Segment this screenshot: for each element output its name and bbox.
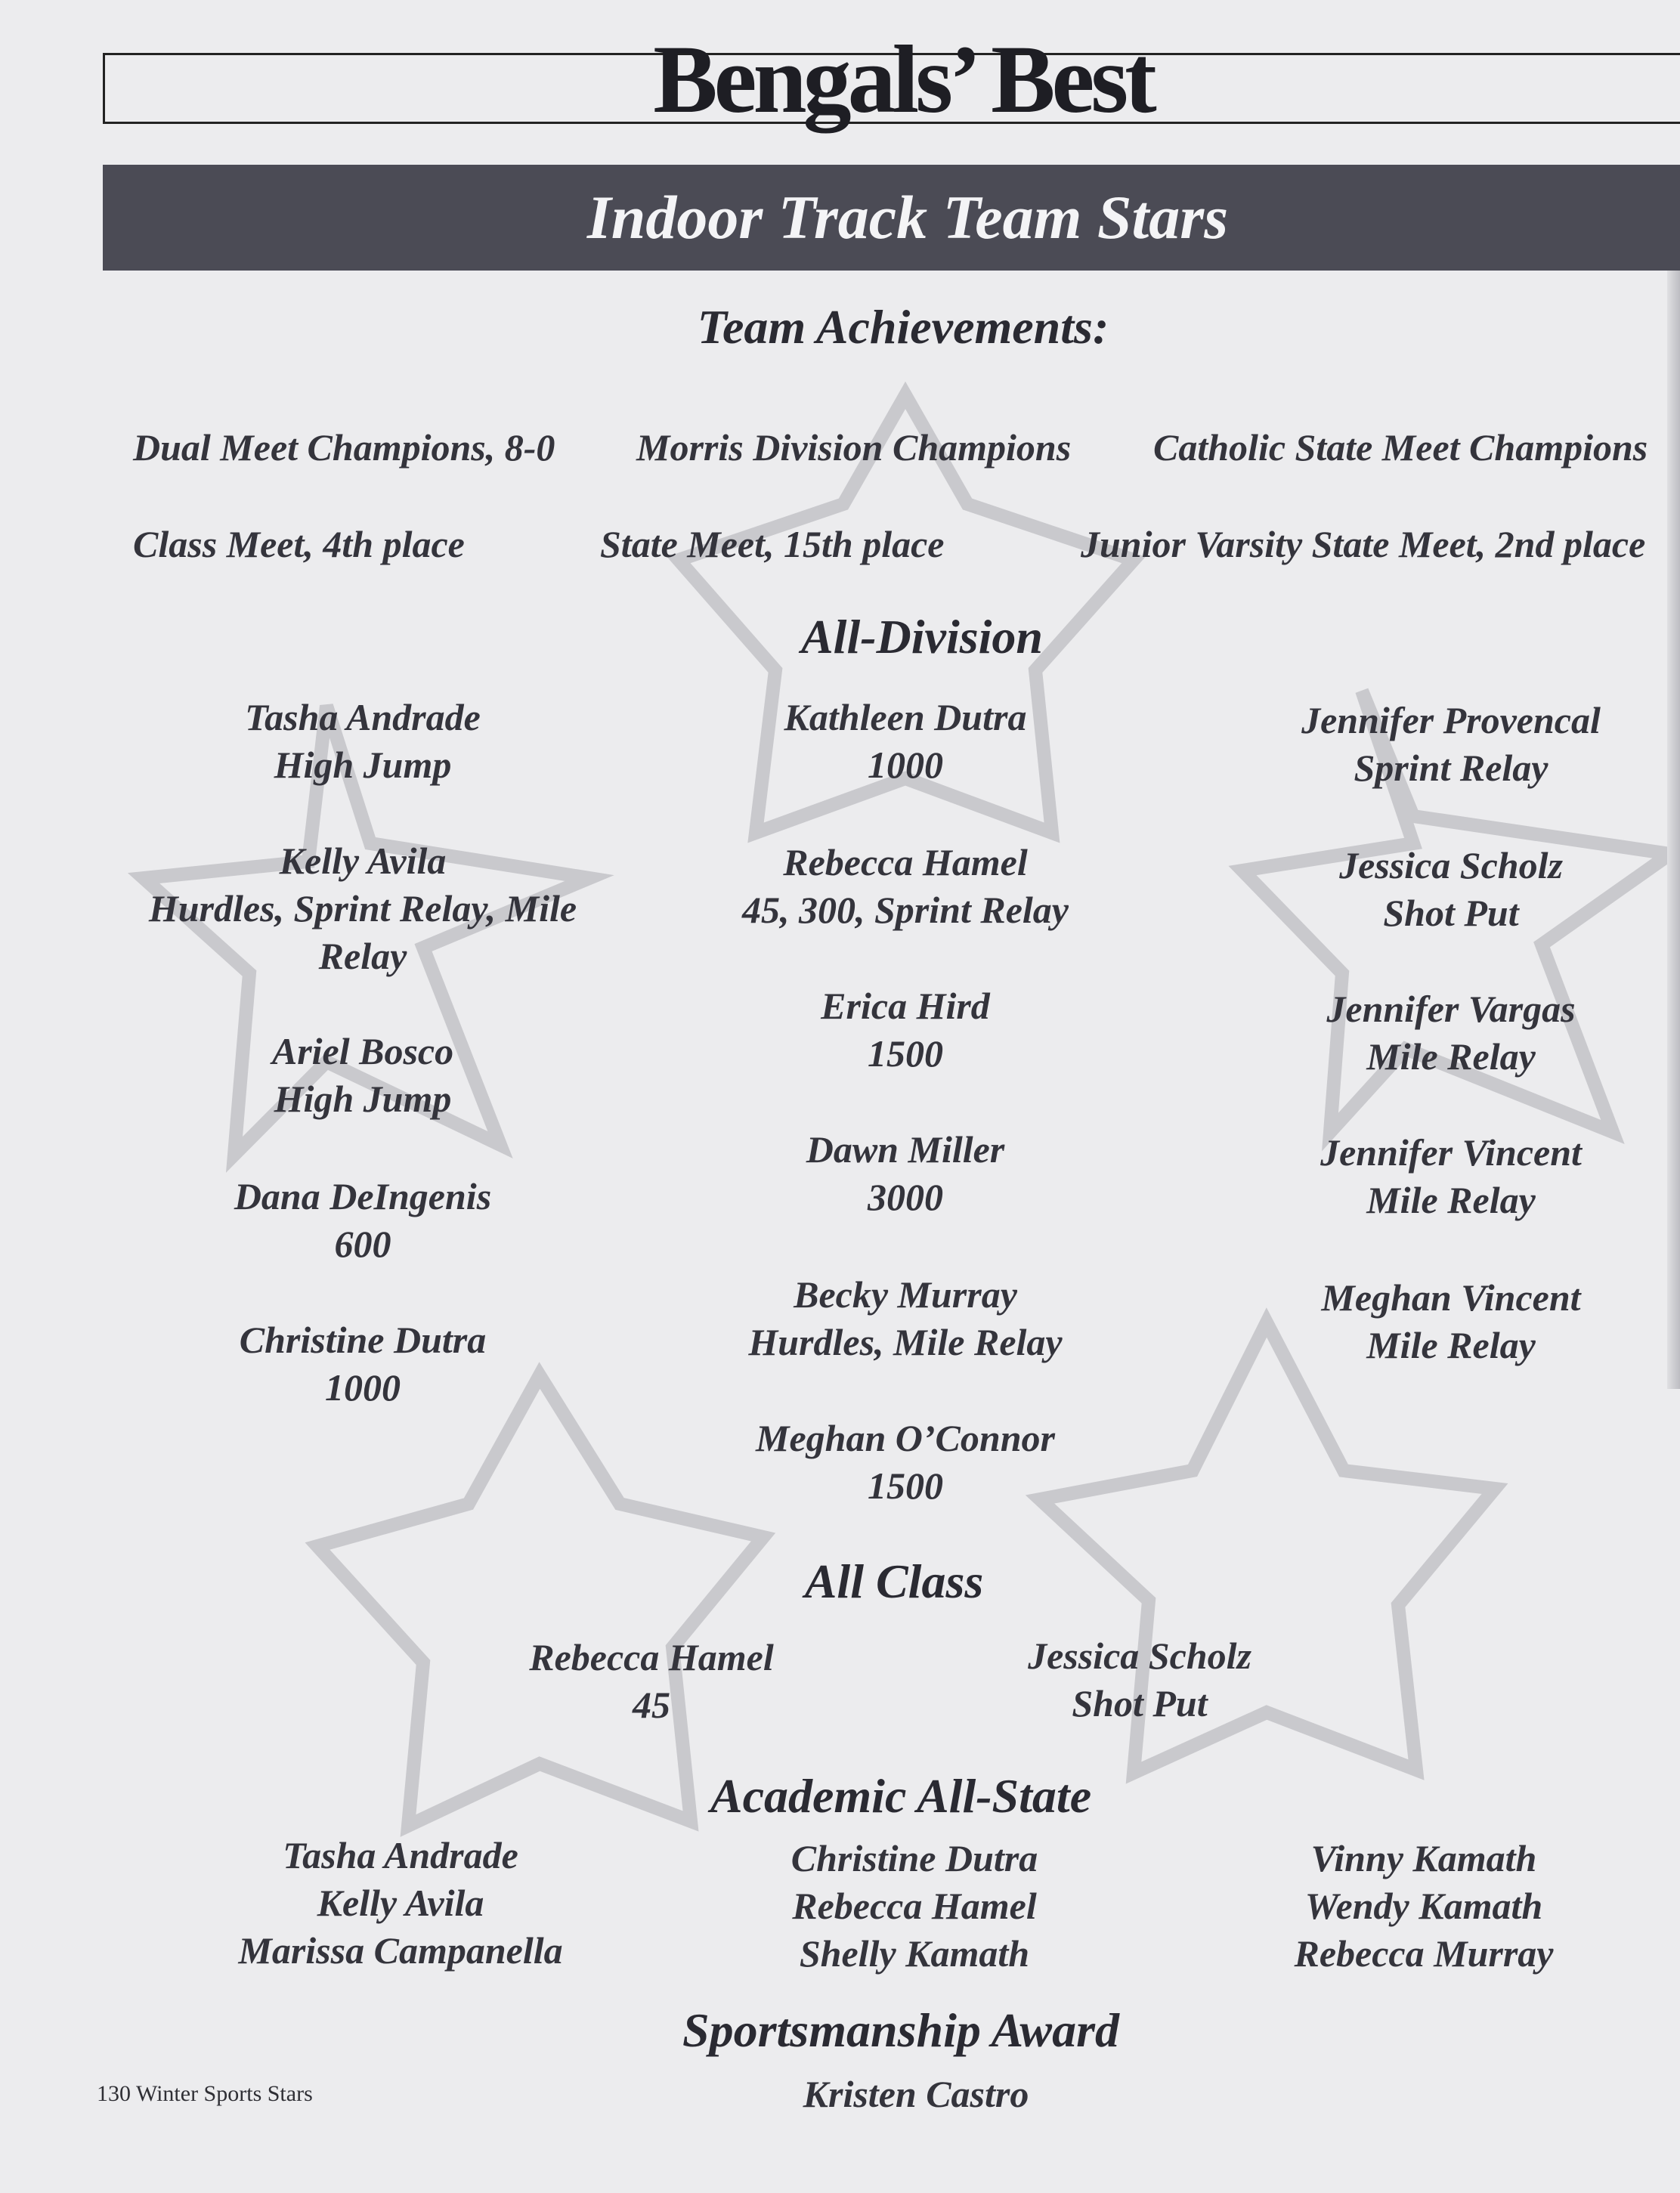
all-division-middle-column [679,694,1132,789]
athlete-name: Rebecca Hamel [529,1636,774,1678]
athlete-event: Hurdles, Sprint Relay, Mile [148,887,577,929]
athlete-event: Sprint Relay [1354,747,1549,789]
athlete-event: Shot Put [1072,1682,1208,1724]
achievement-item: Class Meet, 4th place [133,523,465,565]
all-division-right-column [1224,985,1678,1081]
athlete-event: 1000 [325,1366,401,1409]
athlete-event: 1000 [868,744,943,786]
athlete-event: 1500 [868,1465,943,1507]
athlete-name: Christine Dutra [239,1319,487,1361]
athlete-event: 45 [633,1684,670,1726]
achievement-item: Junior Varsity State Meet, 2nd place [1081,523,1646,565]
athlete-name: Kathleen Dutra [784,696,1027,738]
achievement-item: Catholic State Meet Champions [1153,426,1648,469]
athlete-event: Mile Relay [1366,1324,1536,1366]
athlete-event: 600 [334,1223,391,1265]
honoree-name: Vinny Kamath [1310,1837,1537,1879]
athlete-name: Kelly Avila [279,840,447,882]
academic-column [1197,1835,1651,1978]
athlete-name: Meghan Vincent [1321,1276,1581,1319]
all-division-left-column [121,1173,605,1268]
athlete-name: Meghan O’Connor [756,1417,1055,1459]
athlete-event: 3000 [868,1176,943,1218]
all-division-middle-column [679,1271,1132,1366]
athlete-name: Jessica Scholz [1339,844,1563,886]
athlete-event: Hurdles, Mile Relay [748,1321,1063,1363]
all-class-entry [913,1632,1366,1727]
all-division-right-column [1224,1274,1678,1369]
all-division-right-column [1224,1129,1678,1224]
athlete-event: 45, 300, Sprint Relay [742,889,1069,931]
honoree-name: Tasha Andrade [283,1834,518,1876]
athlete-name: Jennifer Vargas [1326,988,1576,1030]
athlete-name: Tasha Andrade [245,696,481,738]
all-division-left-column [121,1316,605,1412]
academic-column [174,1832,627,1975]
all-division-left-column [121,694,605,789]
all-division-middle-column [679,982,1132,1078]
athlete-name: Rebecca Hamel [783,841,1028,883]
banner-title: Indoor Track Team Stars [586,183,1229,252]
athlete-name: Jessica Scholz [1028,1635,1251,1677]
academic-column [688,1835,1141,1978]
all-class-heading: All Class [804,1554,984,1608]
athlete-name: Dana DeIngenis [234,1175,492,1217]
achievement-item: Morris Division Champions [636,426,1072,469]
all-division-middle-column [679,839,1132,934]
sportsmanship-recipient [689,2071,1143,2118]
athlete-name: Erica Hird [821,985,990,1027]
page-footer [97,2081,313,2107]
all-division-left-column [121,1028,605,1123]
athlete-event: 1500 [868,1032,943,1075]
athlete-event: Mile Relay [1366,1035,1536,1078]
achievement-item: State Meet, 15th place [600,523,945,565]
honoree-name: Kristen Castro [803,2073,1029,2115]
athlete-name: Dawn Miller [806,1128,1005,1171]
honoree-name: Christine Dutra [790,1837,1038,1879]
all-division-right-column [1224,842,1678,937]
athlete-event: Mile Relay [1366,1179,1536,1221]
all-class-entry [425,1634,878,1729]
all-division-middle-column [679,1126,1132,1221]
all-division-heading: All-Division [800,610,1044,663]
honoree-name: Wendy Kamath [1304,1885,1543,1927]
page-title: Bengals’ Best [653,26,1153,133]
all-division-right-column [1224,697,1678,792]
athlete-name: Becky Murray [794,1273,1017,1316]
athlete-name: Jennifer Vincent [1320,1131,1582,1174]
team-achievements-heading: Team Achievements: [697,300,1109,354]
athlete-event: High Jump [274,744,452,786]
page-number: 130 [97,2081,131,2106]
athlete-event: Relay [318,935,407,977]
honoree-name: Marissa Campanella [238,1929,563,1972]
honoree-name: Rebecca Hamel [792,1885,1037,1927]
academic-all-state-heading: Academic All-State [710,1769,1092,1823]
footer-section: Winter Sports Stars [135,2081,313,2106]
sportsmanship-heading: Sportsmanship Award [682,2003,1119,2057]
athlete-event: Shot Put [1383,892,1519,934]
all-division-left-column [121,837,605,980]
all-division-middle-column [679,1415,1132,1510]
athlete-event: High Jump [274,1078,452,1120]
honoree-name: Shelly Kamath [799,1932,1030,1975]
achievement-item: Dual Meet Champions, 8-0 [133,426,555,469]
honoree-name: Kelly Avila [317,1882,484,1924]
honoree-name: Rebecca Murray [1294,1932,1554,1975]
athlete-name: Jennifer Provencal [1301,699,1601,741]
athlete-name: Ariel Bosco [271,1030,454,1072]
